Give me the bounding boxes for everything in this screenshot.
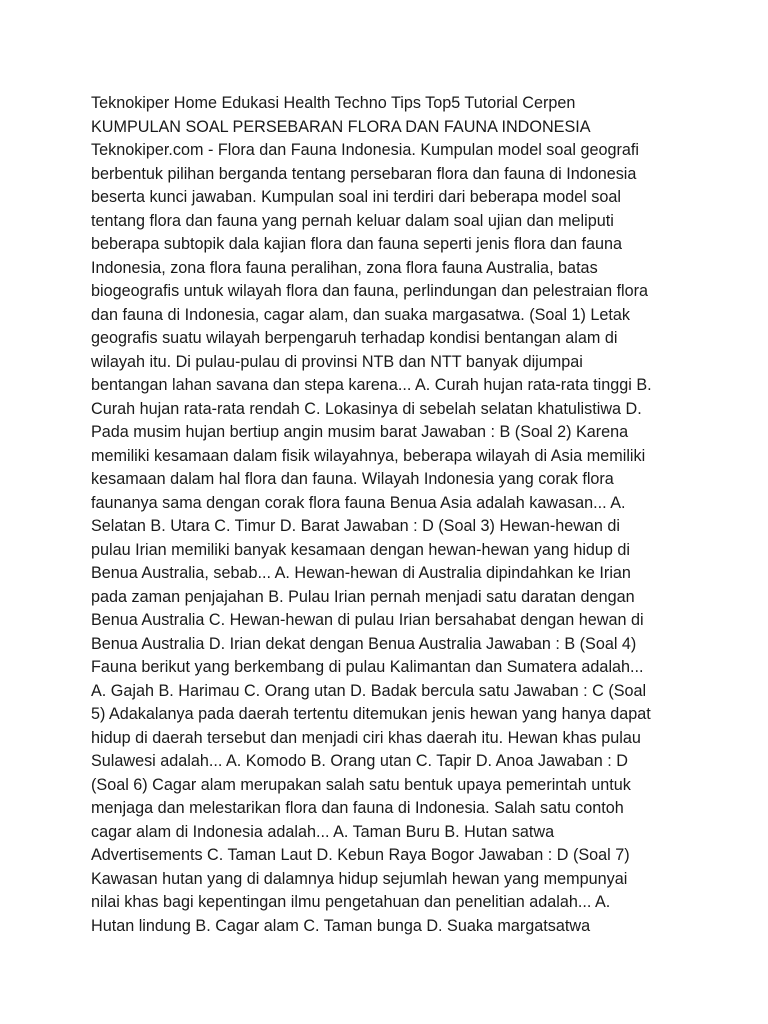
text-line: pada zaman penjajahan B. Pulau Irian pernah menjadi satu daratan dengan xyxy=(91,587,635,606)
document-body xyxy=(91,92,691,938)
text-line: dan fauna di Indonesia, cagar alam, dan suaka margasatwa. (Soal 1) Letak xyxy=(91,305,631,324)
text-line: faunanya sama dengan corak flora fauna Benua Asia adalah kawasan... A. xyxy=(91,493,626,512)
text-line: cagar alam di Indonesia adalah... A. Taman Buru B. Hutan satwa xyxy=(91,822,555,841)
text-line: nilai khas bagi kepentingan ilmu pengetahuan dan penelitian adalah... A. xyxy=(91,893,611,911)
text-line: pulau Irian memiliki banyak kesamaan dengan hewan-hewan yang hidup di xyxy=(91,540,631,559)
text-line: tentang flora dan fauna yang pernah keluar dalam soal ujian dan meliputi xyxy=(91,211,614,230)
text-line: menjaga dan melestarikan flora dan fauna di Indonesia. Salah satu contoh xyxy=(91,799,624,817)
text-line: Selatan B. Utara C. Timur D. Barat Jawaban : D (Soal 3) Hewan-hewan di xyxy=(91,517,621,535)
text-line: A. Gajah B. Harimau C. Orang utan D. Badak bercula satu Jawaban : C (Soal xyxy=(91,681,647,700)
text-line: hidup di daerah tersebut dan menjadi ciri khas daerah itu. Hewan khas pulau xyxy=(91,728,641,747)
text-line: (Soal 6) Cagar alam merupakan salah satu bentuk upaya pemerintah untuk xyxy=(91,775,631,794)
text-line: Benua Australia D. Irian dekat dengan Benua Australia Jawaban : B (Soal 4) xyxy=(91,634,637,653)
text-line: Kawasan hutan yang di dalamnya hidup sejumlah hewan yang mempunyai xyxy=(91,869,628,888)
text-line: Pada musim hujan bertiup angin musim barat Jawaban : B (Soal 2) Karena xyxy=(91,423,629,441)
text-line: berbentuk pilihan berganda tentang persebaran flora dan fauna di Indonesia xyxy=(91,164,637,183)
text-line: Advertisements C. Taman Laut D. Kebun Raya Bogor Jawaban : D (Soal 7) xyxy=(91,846,630,864)
text-line: kesamaan dalam hal flora dan fauna. Wilayah Indonesia yang corak flora xyxy=(91,470,614,488)
text-line: 5) Adakalanya pada daerah tertentu ditemukan jenis hewan yang hanya dapat xyxy=(91,705,651,723)
text-line: Benua Australia C. Hewan-hewan di pulau Irian bersahabat dengan hewan di xyxy=(91,611,644,629)
text-line: Fauna berikut yang berkembang di pulau Kalimantan dan Sumatera adalah... xyxy=(91,658,644,676)
text-line: wilayah itu. Di pulau-pulau di provinsi NTB dan NTT banyak dijumpai xyxy=(91,352,583,371)
text-line: Sulawesi adalah... A. Komodo B. Orang utan C. Tapir D. Anoa Jawaban : D xyxy=(91,752,628,770)
document-title: KUMPULAN SOAL PERSEBARAN FLORA DAN FAUNA INDONESIA xyxy=(91,117,591,136)
text-line: geografis suatu wilayah berpengaruh terhadap kondisi bentangan alam di xyxy=(91,329,618,347)
text-line: beserta kunci jawaban. Kumpulan soal ini terdiri dari beberapa model soal xyxy=(91,188,621,206)
text-line: memiliki kesamaan dalam fisik wilayahnya, beberapa wilayah di Asia memiliki xyxy=(91,446,646,465)
text-line: Curah hujan rata-rata rendah C. Lokasinya di sebelah selatan khatulistiwa D. xyxy=(91,399,642,418)
text-line: Benua Australia, sebab... A. Hewan-hewan di Australia dipindahkan ke Irian xyxy=(91,564,631,582)
text-line: biogeografis untuk wilayah flora dan fauna, perlindungan dan pelestraian flora xyxy=(91,282,649,300)
text-line: bentangan lahan savana dan stepa karena... A. Curah hujan rata-rata tinggi B. xyxy=(91,376,652,394)
text-line: Indonesia, zona flora fauna peralihan, zona flora fauna Australia, batas xyxy=(91,258,598,277)
site-nav-line: Teknokiper Home Edukasi Health Techno Tips Top5 Tutorial Cerpen xyxy=(91,94,576,112)
text-line: Hutan lindung B. Cagar alam C. Taman bunga D. Suaka margatsatwa xyxy=(91,916,591,935)
text-line: beberapa subtopik dala kajian flora dan fauna seperti jenis flora dan fauna xyxy=(91,235,622,253)
text-line: Teknokiper.com - Flora dan Fauna Indonesia. Kumpulan model soal geografi xyxy=(91,141,639,159)
